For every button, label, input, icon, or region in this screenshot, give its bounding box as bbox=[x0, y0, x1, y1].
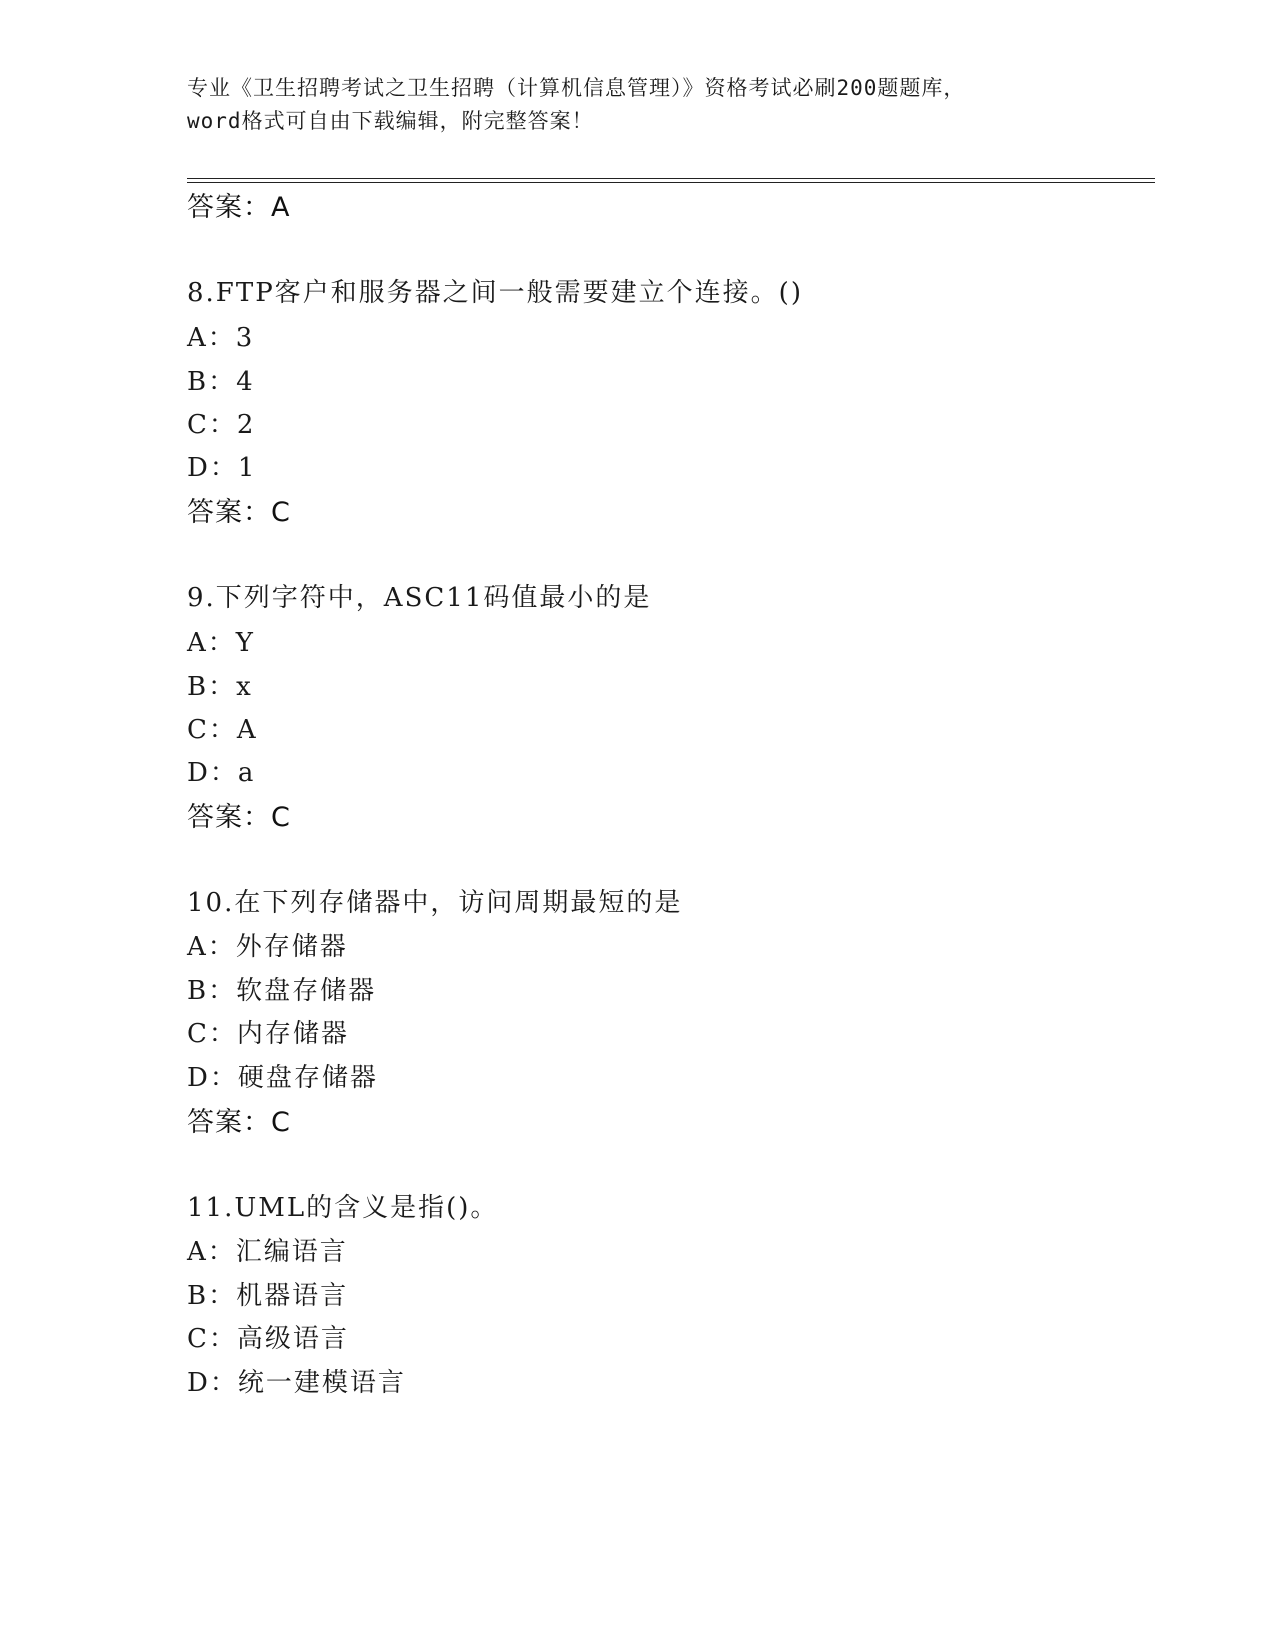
question-9-option-d: D：a bbox=[187, 758, 256, 788]
document-header bbox=[187, 72, 1087, 138]
question-8-option-b: B：4 bbox=[187, 367, 255, 397]
question-9-option-b: B：x bbox=[187, 672, 253, 702]
answer-previous: 答案：A bbox=[187, 192, 291, 223]
question-9-stem: 9.下列字符中，ASC11码值最小的是 bbox=[187, 583, 652, 613]
question-10-stem: 10.在下列存储器中，访问周期最短的是 bbox=[187, 888, 683, 918]
question-10-option-b: B：软盘存储器 bbox=[187, 976, 377, 1006]
question-10-answer: 答案：C bbox=[187, 1107, 291, 1138]
question-11-option-b: B：机器语言 bbox=[187, 1281, 349, 1311]
question-11-option-d: D：统一建模语言 bbox=[187, 1368, 406, 1398]
question-9-option-c: C：A bbox=[187, 715, 258, 745]
question-9-option-a: A：Y bbox=[187, 628, 255, 658]
header-line-2: word格式可自由下载编辑，附完整答案！ bbox=[187, 109, 594, 133]
question-8-option-c: C：2 bbox=[187, 410, 256, 440]
question-8-stem: 8.FTP客户和服务器之间一般需要建立个连接。() bbox=[187, 278, 803, 308]
question-8-option-d: D：1 bbox=[187, 453, 257, 483]
header-line-1: 专业《卫生招聘考试之卫生招聘（计算机信息管理）》资格考试必刷200题题库， bbox=[187, 76, 966, 100]
question-10-option-c: C：内存储器 bbox=[187, 1019, 349, 1049]
question-11-option-c: C：高级语言 bbox=[187, 1324, 349, 1354]
question-11-stem: 11.UML的含义是指()。 bbox=[187, 1193, 499, 1223]
question-8-option-a: A：3 bbox=[187, 323, 255, 353]
question-10-option-d: D：硬盘存储器 bbox=[187, 1063, 378, 1093]
question-9-answer: 答案：C bbox=[187, 802, 291, 833]
question-8-answer: 答案：C bbox=[187, 497, 291, 528]
question-10-option-a: A：外存储器 bbox=[187, 932, 348, 962]
question-11-option-a: A：汇编语言 bbox=[187, 1237, 348, 1267]
header-divider bbox=[187, 178, 1155, 183]
